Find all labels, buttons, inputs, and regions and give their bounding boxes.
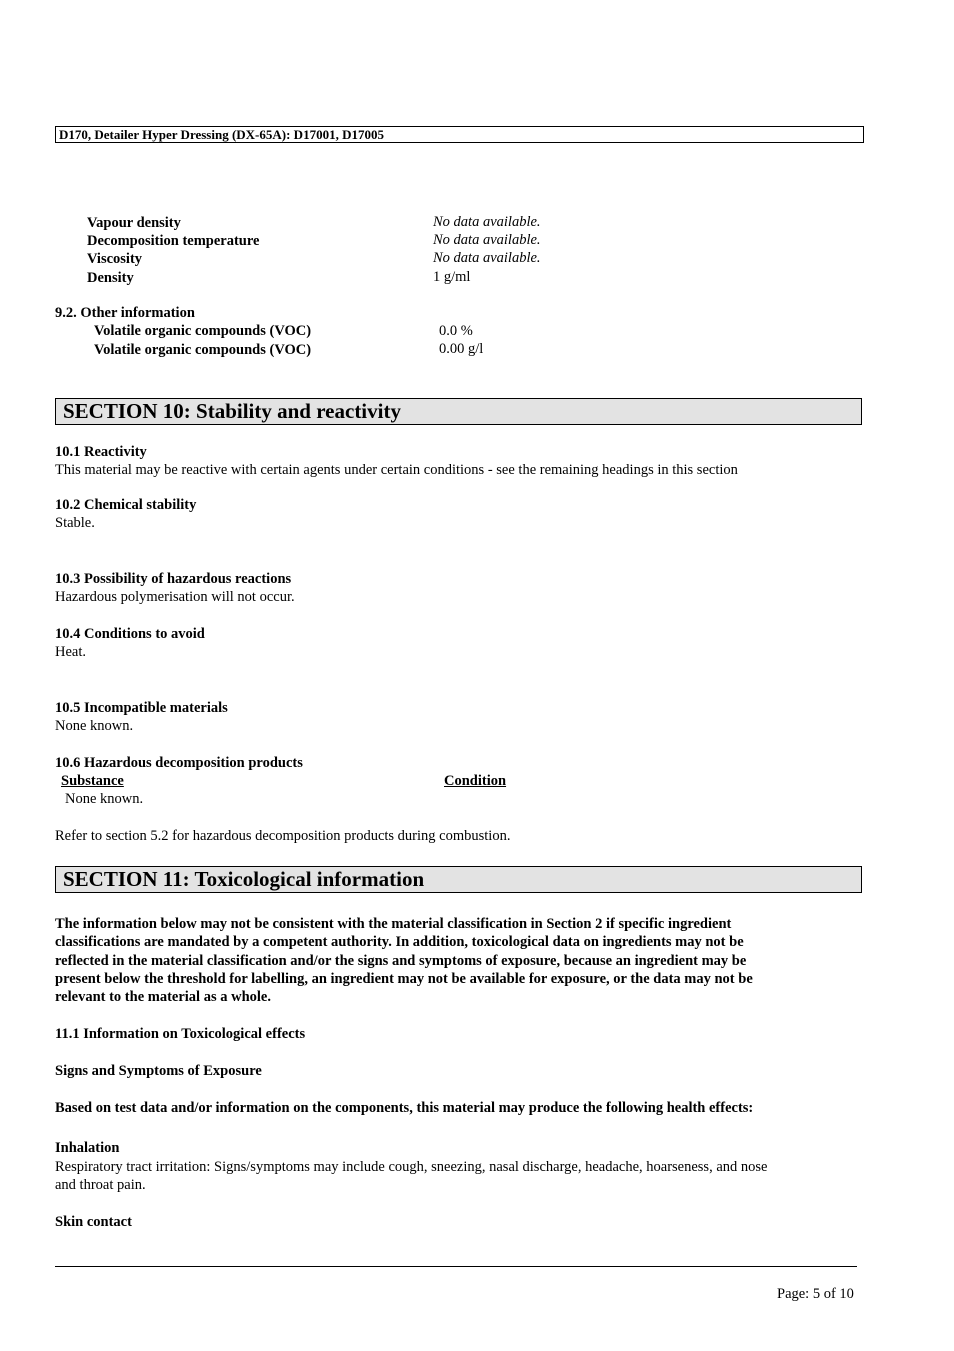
conditions-to-avoid-heading: 10.4 Conditions to avoid [55, 626, 205, 642]
incompatible-materials-heading: 10.5 Incompatible materials [55, 700, 228, 716]
signs-symptoms-heading: Signs and Symptoms of Exposure [55, 1063, 262, 1079]
property-label-decomposition-temperature: Decomposition temperature [87, 233, 260, 249]
intro-line-1: The information below may not be consistent with the material classification in Section 2 if specific ingredient [55, 916, 732, 932]
intro-line-5: relevant to the material as a whole. [55, 989, 271, 1005]
hazardous-reactions-text: Hazardous polymerisation will not occur. [55, 589, 295, 605]
property-value-density: 1 g/ml [433, 269, 471, 285]
reactivity-text: This material may be reactive with certain agents under certain conditions - see the remaining headings in this section [55, 462, 738, 478]
toxicological-effects-heading: 11.1 Information on Toxicological effects [55, 1026, 306, 1042]
decomposition-note: Refer to section 5.2 for hazardous decomposition products during combustion. [55, 828, 511, 844]
reactivity-heading: 10.1 Reactivity [55, 444, 147, 460]
voc-label-percent: Volatile organic compounds (VOC) [94, 323, 312, 339]
voc-value-gl: 0.00 g/l [439, 341, 484, 357]
other-information-heading: 9.2. Other information [55, 305, 195, 321]
voc-label-gl: Volatile organic compounds (VOC) [94, 342, 312, 358]
page-number: Page: 5 of 10 [777, 1286, 854, 1302]
footer-divider [55, 1266, 857, 1267]
section-10-title: SECTION 10: Stability and reactivity [55, 398, 862, 425]
property-value-viscosity: No data available. [433, 250, 541, 266]
hazardous-reactions-heading: 10.3 Possibility of hazardous reactions [55, 571, 292, 587]
voc-value-percent: 0.0 % [439, 323, 473, 339]
property-label-density: Density [87, 270, 134, 286]
incompatible-materials-text: None known. [55, 718, 134, 734]
inhalation-line-1: Respiratory tract irritation: Signs/symptoms may include cough, sneezing, nasal discharge, headache, hoarseness, and nose [55, 1159, 768, 1175]
intro-line-4: present below the threshold for labelling, an ingredient may not be available for exposure, or the data may not be [55, 971, 753, 987]
inhalation-heading: Inhalation [55, 1140, 120, 1156]
decomposition-products-heading: 10.6 Hazardous decomposition products [55, 755, 303, 771]
intro-line-3: reflected in the material classification and/or the signs and symptoms of exposure, because an ingredient may be [55, 953, 747, 969]
inhalation-line-2: and throat pain. [55, 1177, 146, 1193]
substance-cell: None known. [65, 791, 144, 807]
document-header: D170, Detailer Hyper Dressing (DX-65A): D17001, D17005 [55, 126, 864, 143]
section-11-title: SECTION 11: Toxicological information [55, 866, 862, 893]
skin-contact-heading: Skin contact [55, 1214, 132, 1230]
substance-column-header: Substance [61, 773, 124, 789]
condition-column-header: Condition [444, 773, 507, 789]
intro-line-2: classifications are mandated by a competent authority. In addition, toxicological data on ingredients may not be [55, 934, 744, 950]
chemical-stability-text: Stable. [55, 515, 95, 531]
property-value-decomposition-temperature: No data available. [433, 232, 541, 248]
property-value-vapour-density: No data available. [433, 214, 541, 230]
property-label-viscosity: Viscosity [87, 251, 143, 267]
chemical-stability-heading: 10.2 Chemical stability [55, 497, 197, 513]
conditions-to-avoid-text: Heat. [55, 644, 86, 660]
health-effects-statement: Based on test data and/or information on the components, this material may produce the following health effects: [55, 1100, 754, 1116]
property-label-vapour-density: Vapour density [87, 215, 181, 231]
